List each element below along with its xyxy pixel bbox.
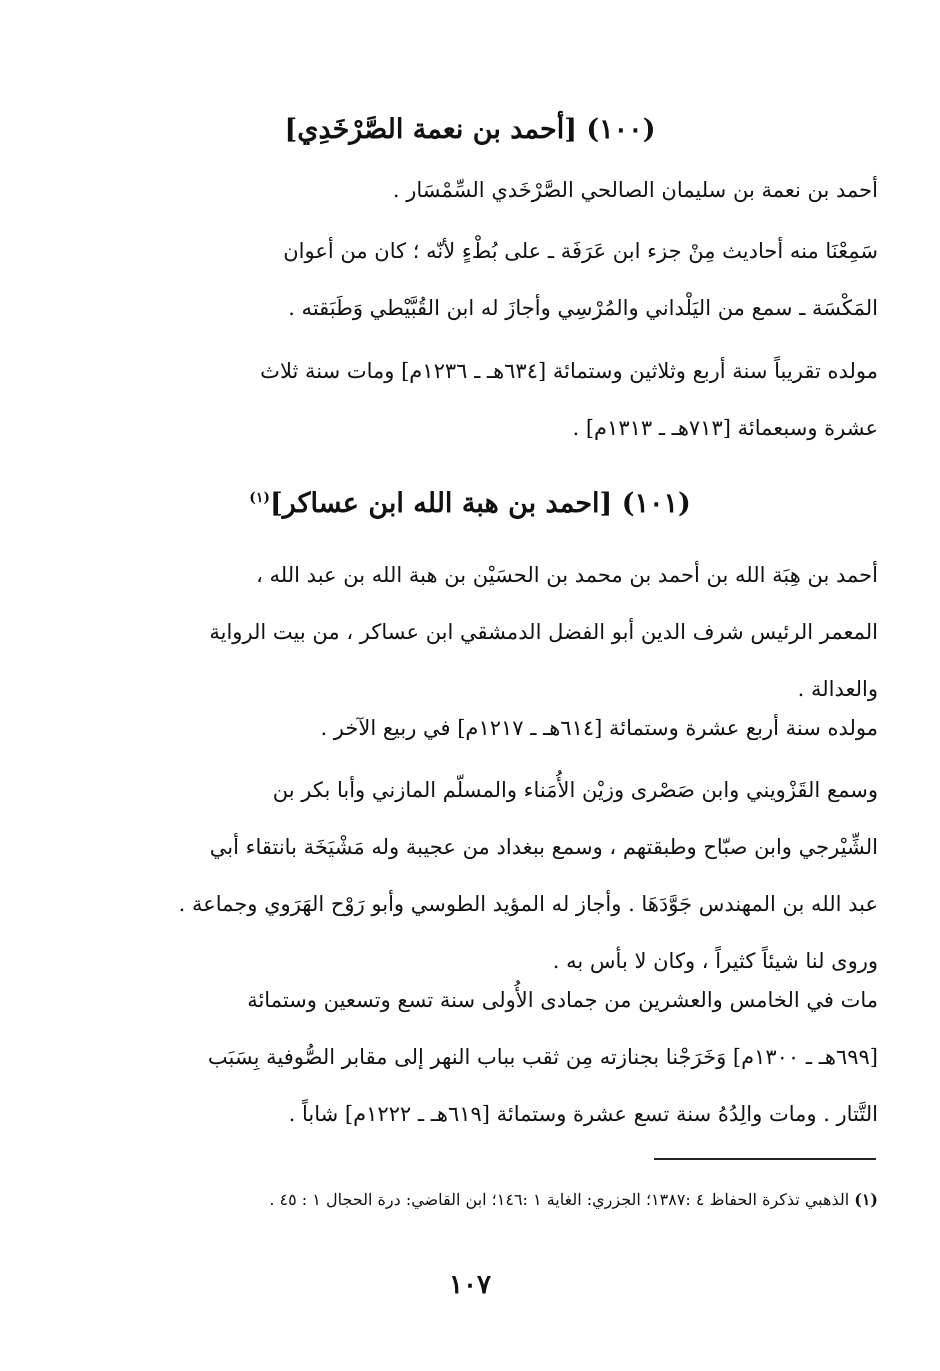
paragraph-line: الشِّيْرجي وابن صبّاح وطبقتهم ، وسمع ببغداد من عجيبة وله مَشْيَخَة بانتقاء أبي (209, 835, 878, 859)
entry-101-number: (١٠١) (621, 488, 691, 519)
entry-100-heading (0, 110, 940, 150)
entry-100-number: (١٠٠) (586, 114, 656, 145)
paragraph-line: وروى لنا شيئاً كثيراً ، وكان لا بأس به . (552, 949, 878, 973)
paragraph-line: التَّتار . ومات والِدُهُ سنة تسع عشرة وستمائة [٦١٩هـ ـ ١٢٢٢م] شاباً . (288, 1102, 878, 1126)
entry-100-name-paragraph (138, 162, 878, 219)
paragraph-line: [٦٩٩هـ ـ ١٣٠٠م] وَخَرَجْنا بجنازته مِن ثقب بباب النهر إلى مقابر الصُّوفية بِسَبَب (207, 1045, 878, 1069)
paragraph-line: عبد الله بن المهندس جَوَّدَهَا . وأجاز له المؤيد الطوسي وأبو رَوْح الهَرَوي وجماعة . (178, 892, 878, 916)
entry-101-death-paragraph (138, 972, 878, 1143)
paragraph-line: مات في الخامس والعشرين من جمادى الأُولى سنة تسع وتسعين وستمائة (247, 988, 878, 1012)
paragraph-line: عشرة وسبعمائة [٧١٣هـ ـ ١٣١٣م] . (572, 416, 878, 440)
footnote (138, 1185, 878, 1215)
entry-101-birth-paragraph (138, 700, 878, 757)
paragraph-line: المعمر الرئيس شرف الدين أبو الفضل الدمشقي ابن عساكر ، من بيت الرواية (209, 620, 878, 644)
entry-101-name-paragraph (138, 547, 878, 718)
entry-100-hearing-paragraph (138, 223, 878, 337)
paragraph-line: مولده تقريباً سنة أربع وثلاثين وستمائة [٦٣٤هـ ـ ١٢٣٦م] ومات سنة ثلاث (260, 359, 878, 383)
footnote-number: (١) (854, 1190, 878, 1209)
paragraph-line: والعدالة . (797, 677, 878, 701)
paragraph-line: أحمد بن هِبَة الله بن أحمد بن محمد بن الحسَيْن بن هبة الله بن عبد الله ، (256, 563, 878, 587)
entry-100-dates-paragraph (138, 343, 878, 457)
paragraph-line: أحمد بن نعمة بن سليمان الصالحي الصَّرْخَدي السِّمْسَار . (392, 178, 878, 202)
paragraph-line: وسمع القَزْويني وابن صَصْرى وزيْن الأُمَناء والمسلّم المازني وأبا بكر بن (272, 778, 878, 802)
entry-100-title: [أحمد بن نعمة الصَّرْخَدِي] (284, 114, 577, 145)
entry-101-hearing-paragraph (138, 762, 878, 990)
entry-101-title: [احمد بن هبة الله ابن عساكر] (269, 488, 613, 519)
paragraph-line: مولده سنة أربع عشرة وستمائة [٦١٤هـ ـ ١٢١٧م] في ربيع الآخر . (320, 716, 878, 740)
paragraph-line: المَكْسَة ـ سمع من اليَلْداني والمُرْسِي وأجازَ له ابن القُبَّيْطي وَطَبَقته . (288, 296, 878, 320)
footnote-divider (654, 1158, 876, 1160)
footnote-text: الذهبي تذكرة الحفاظ ٤ :١٣٨٧؛ الجزري: الغاية ١ :١٤٦؛ ابن القاضي: درة الحجال ١ : ٤٥ . (269, 1190, 850, 1209)
page-number: ١٠٧ (449, 1270, 491, 1300)
footnote-marker: (١) (249, 490, 270, 506)
entry-101-heading (0, 478, 940, 524)
paragraph-line: سَمِعْنَا منه أحاديث مِنْ جزء ابن عَرَفَة ـ على بُطْءٍ لأنّه ؛ كان من أعوان (283, 239, 878, 263)
